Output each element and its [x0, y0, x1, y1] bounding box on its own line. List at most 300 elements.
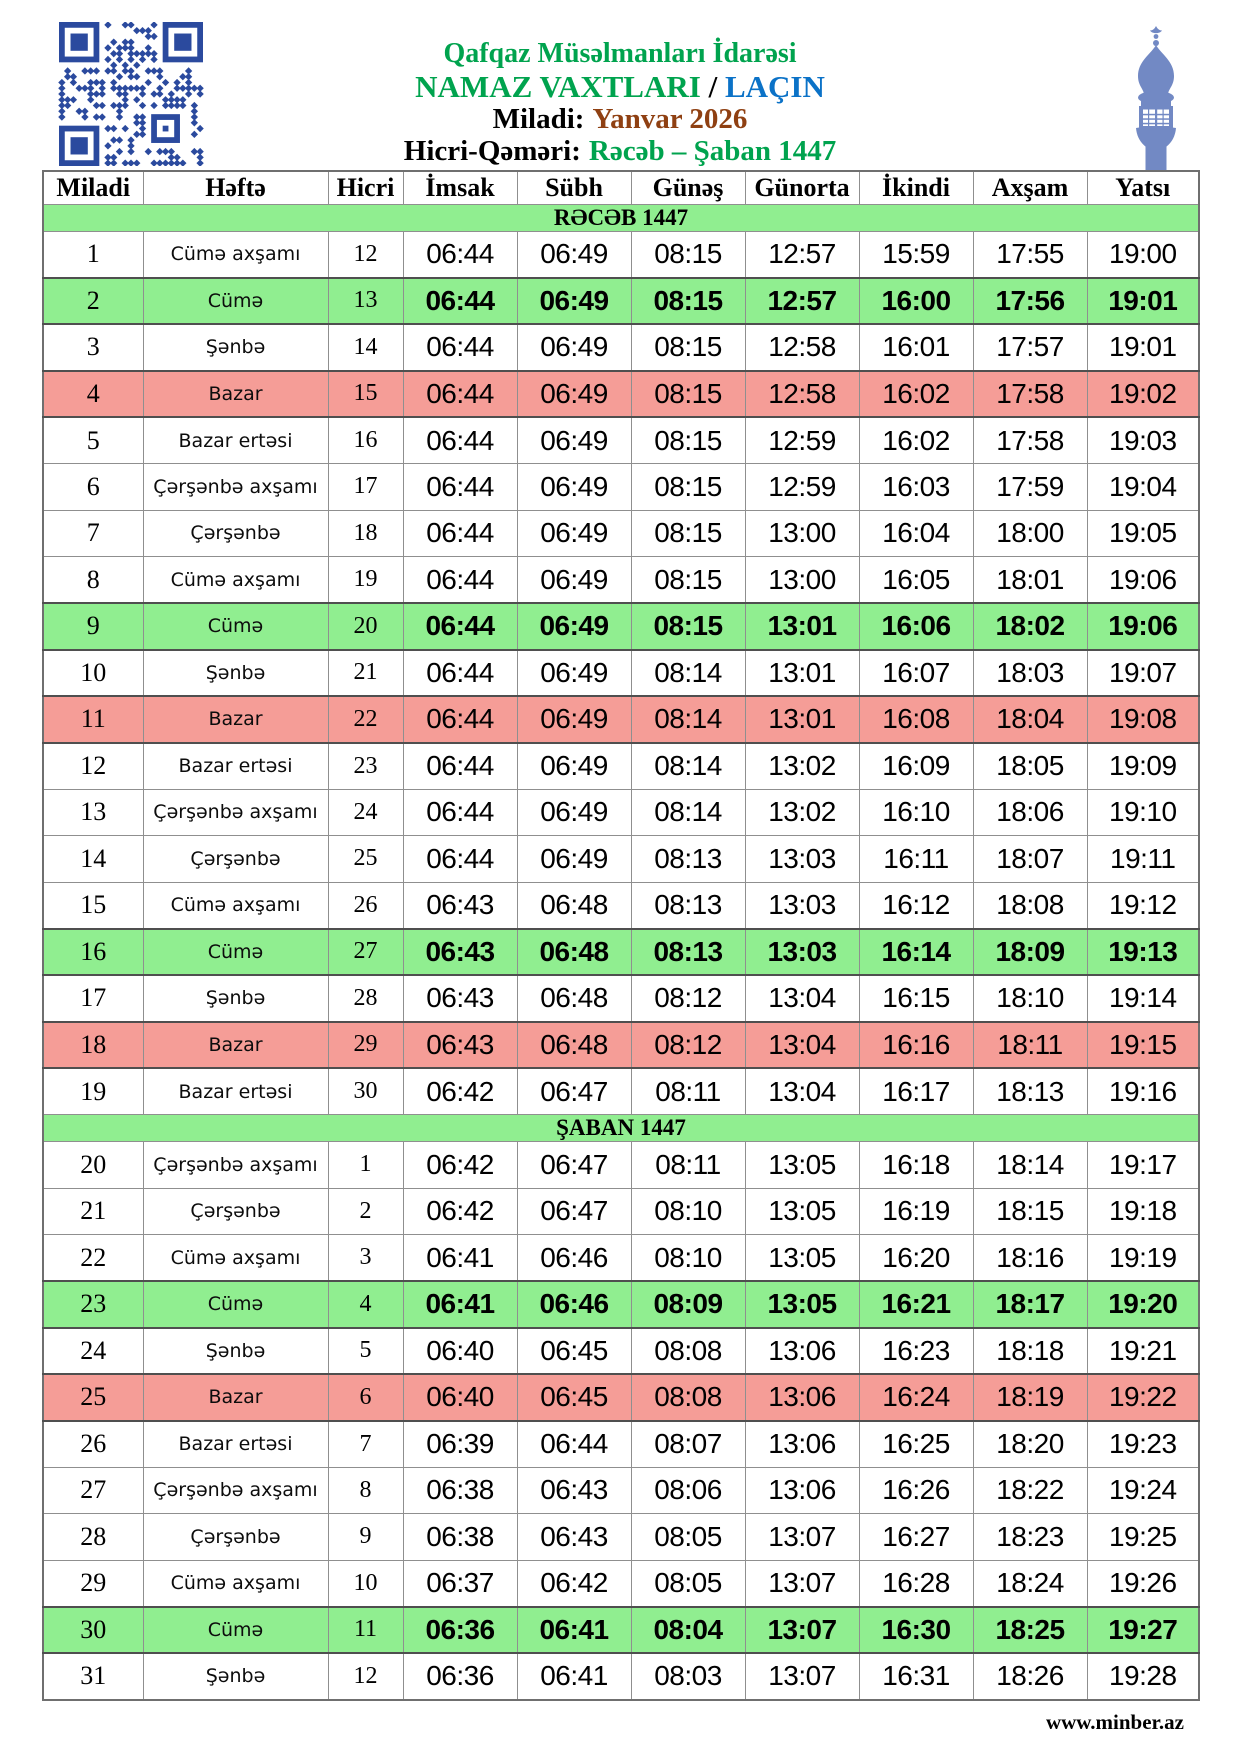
axsam-cell: 18:08	[973, 882, 1087, 929]
subh-cell: 06:49	[517, 510, 631, 557]
hicri-cell: 27	[328, 929, 403, 976]
weekday-cell: Cümə	[143, 1607, 328, 1654]
weekday-cell: Cümə axşamı	[143, 882, 328, 929]
miladi-cell: 2	[43, 278, 143, 325]
weekday-cell: Bazar	[143, 371, 328, 418]
yatsi-cell: 19:18	[1087, 1188, 1199, 1235]
ikindi-cell: 16:12	[859, 882, 973, 929]
ikindi-cell: 16:01	[859, 324, 973, 371]
ikindi-cell: 16:14	[859, 929, 973, 976]
ikindi-cell: 16:06	[859, 603, 973, 650]
yatsi-cell: 19:06	[1087, 557, 1199, 604]
hicri-cell: 25	[328, 836, 403, 883]
gunes-cell: 08:08	[631, 1374, 745, 1421]
gunes-cell: 08:14	[631, 696, 745, 743]
weekday-cell: Şənbə	[143, 975, 328, 1022]
subh-cell: 06:49	[517, 324, 631, 371]
gunes-cell: 08:11	[631, 1142, 745, 1189]
ikindi-cell: 16:24	[859, 1374, 973, 1421]
ikindi-cell: 16:10	[859, 789, 973, 836]
gunorta-cell: 13:05	[745, 1235, 859, 1282]
yatsi-cell: 19:11	[1087, 836, 1199, 883]
qr-code-icon	[56, 22, 206, 166]
gunes-cell: 08:14	[631, 789, 745, 836]
ikindi-cell: 16:20	[859, 1235, 973, 1282]
imsak-cell: 06:44	[403, 324, 517, 371]
ikindi-cell: 15:59	[859, 231, 973, 278]
yatsi-cell: 19:27	[1087, 1607, 1199, 1654]
weekday-cell: Çərşənbə	[143, 1188, 328, 1235]
gunorta-cell: 13:01	[745, 650, 859, 697]
day-row	[43, 1281, 1199, 1328]
gunes-cell: 08:15	[631, 278, 745, 325]
hicri-cell: 5	[328, 1328, 403, 1375]
axsam-cell: 18:17	[973, 1281, 1087, 1328]
yatsi-cell: 19:01	[1087, 278, 1199, 325]
weekday-cell: Cümə axşamı	[143, 231, 328, 278]
ikindi-cell: 16:15	[859, 975, 973, 1022]
gunes-cell: 08:14	[631, 650, 745, 697]
gunes-cell: 08:13	[631, 882, 745, 929]
imsak-cell: 06:36	[403, 1653, 517, 1700]
weekday-cell: Cümə axşamı	[143, 557, 328, 604]
gunorta-cell: 13:03	[745, 929, 859, 976]
hicri-cell: 8	[328, 1467, 403, 1514]
yatsi-cell: 19:14	[1087, 975, 1199, 1022]
yatsi-cell: 19:16	[1087, 1068, 1199, 1115]
website-text: www.minber.az	[1045, 1710, 1184, 1734]
axsam-cell: 18:22	[973, 1467, 1087, 1514]
gunorta-cell: 13:01	[745, 696, 859, 743]
axsam-cell: 17:58	[973, 371, 1087, 418]
doc-title-main: NAMAZ VAXTLARI	[415, 69, 701, 104]
hicri-line	[220, 135, 1020, 168]
gunorta-cell: 13:05	[745, 1188, 859, 1235]
subh-cell: 06:49	[517, 464, 631, 511]
gunes-cell: 08:03	[631, 1653, 745, 1700]
ikindi-cell: 16:25	[859, 1421, 973, 1468]
miladi-value: Yanvar 2026	[592, 103, 748, 135]
subh-cell: 06:46	[517, 1235, 631, 1282]
axsam-cell: 18:14	[973, 1142, 1087, 1189]
hicri-cell: 12	[328, 1653, 403, 1700]
col-header-gunorta: Günorta	[745, 171, 859, 204]
subh-cell: 06:48	[517, 975, 631, 1022]
hicri-cell: 13	[328, 278, 403, 325]
day-row	[43, 371, 1199, 418]
imsak-cell: 06:44	[403, 696, 517, 743]
day-row	[43, 1142, 1199, 1189]
subh-cell: 06:49	[517, 371, 631, 418]
gunorta-cell: 12:58	[745, 324, 859, 371]
imsak-cell: 06:38	[403, 1514, 517, 1561]
hicri-value: Rəcəb – Şaban 1447	[588, 135, 837, 167]
subh-cell: 06:49	[517, 836, 631, 883]
month-section-row	[43, 204, 1199, 231]
gunorta-cell: 12:57	[745, 231, 859, 278]
hicri-cell: 12	[328, 231, 403, 278]
col-header-miladi: Miladi	[43, 171, 143, 204]
axsam-cell: 18:00	[973, 510, 1087, 557]
hicri-label: Hicri-Qəməri:	[403, 135, 581, 167]
day-row	[43, 836, 1199, 883]
ikindi-cell: 16:16	[859, 1022, 973, 1069]
hicri-cell: 21	[328, 650, 403, 697]
col-header-gunes: Günəş	[631, 171, 745, 204]
miladi-cell: 17	[43, 975, 143, 1022]
yatsi-cell: 19:15	[1087, 1022, 1199, 1069]
ikindi-cell: 16:27	[859, 1514, 973, 1561]
weekday-cell: Bazar	[143, 1022, 328, 1069]
imsak-cell: 06:44	[403, 231, 517, 278]
subh-cell: 06:44	[517, 1421, 631, 1468]
imsak-cell: 06:44	[403, 743, 517, 790]
miladi-cell: 1	[43, 231, 143, 278]
gunorta-cell: 13:06	[745, 1328, 859, 1375]
day-row	[43, 1188, 1199, 1235]
imsak-cell: 06:36	[403, 1607, 517, 1654]
hicri-cell: 30	[328, 1068, 403, 1115]
weekday-cell: Çərşənbə axşamı	[143, 1467, 328, 1514]
col-header-axsam: Axşam	[973, 171, 1087, 204]
axsam-cell: 18:25	[973, 1607, 1087, 1654]
col-header-ikindi: İkindi	[859, 171, 973, 204]
imsak-cell: 06:42	[403, 1142, 517, 1189]
miladi-cell: 26	[43, 1421, 143, 1468]
ikindi-cell: 16:05	[859, 557, 973, 604]
miladi-cell: 24	[43, 1328, 143, 1375]
subh-cell: 06:49	[517, 743, 631, 790]
weekday-cell: Şənbə	[143, 324, 328, 371]
day-row	[43, 1421, 1199, 1468]
imsak-cell: 06:43	[403, 1022, 517, 1069]
miladi-cell: 9	[43, 603, 143, 650]
day-row	[43, 882, 1199, 929]
yatsi-cell: 19:06	[1087, 603, 1199, 650]
ikindi-cell: 16:07	[859, 650, 973, 697]
imsak-cell: 06:41	[403, 1235, 517, 1282]
yatsi-cell: 19:21	[1087, 1328, 1199, 1375]
ikindi-cell: 16:30	[859, 1607, 973, 1654]
weekday-cell: Çərşənbə	[143, 836, 328, 883]
hicri-cell: 11	[328, 1607, 403, 1654]
ikindi-cell: 16:04	[859, 510, 973, 557]
hicri-cell: 15	[328, 371, 403, 418]
axsam-cell: 18:26	[973, 1653, 1087, 1700]
hicri-cell: 20	[328, 603, 403, 650]
hicri-cell: 18	[328, 510, 403, 557]
subh-cell: 06:46	[517, 1281, 631, 1328]
hicri-cell: 14	[328, 324, 403, 371]
imsak-cell: 06:43	[403, 929, 517, 976]
yatsi-cell: 19:12	[1087, 882, 1199, 929]
subh-cell: 06:43	[517, 1467, 631, 1514]
miladi-cell: 29	[43, 1560, 143, 1607]
subh-cell: 06:47	[517, 1142, 631, 1189]
gunorta-cell: 13:05	[745, 1281, 859, 1328]
miladi-cell: 20	[43, 1142, 143, 1189]
imsak-cell: 06:40	[403, 1328, 517, 1375]
weekday-cell: Cümə	[143, 278, 328, 325]
ikindi-cell: 16:09	[859, 743, 973, 790]
gunorta-cell: 13:04	[745, 1022, 859, 1069]
subh-cell: 06:45	[517, 1328, 631, 1375]
miladi-cell: 31	[43, 1653, 143, 1700]
imsak-cell: 06:41	[403, 1281, 517, 1328]
day-row	[43, 1235, 1199, 1282]
axsam-cell: 18:05	[973, 743, 1087, 790]
subh-cell: 06:49	[517, 789, 631, 836]
axsam-cell: 18:02	[973, 603, 1087, 650]
imsak-cell: 06:44	[403, 464, 517, 511]
day-row	[43, 1467, 1199, 1514]
miladi-cell: 30	[43, 1607, 143, 1654]
ikindi-cell: 16:02	[859, 417, 973, 464]
day-row	[43, 278, 1199, 325]
miladi-cell: 11	[43, 696, 143, 743]
col-header-hefte: Həftə	[143, 171, 328, 204]
subh-cell: 06:41	[517, 1607, 631, 1654]
ikindi-cell: 16:23	[859, 1328, 973, 1375]
miladi-cell: 8	[43, 557, 143, 604]
ikindi-cell: 16:18	[859, 1142, 973, 1189]
weekday-cell: Cümə axşamı	[143, 1560, 328, 1607]
gunorta-cell: 13:07	[745, 1560, 859, 1607]
hicri-cell: 17	[328, 464, 403, 511]
doc-title	[220, 70, 1020, 103]
miladi-cell: 19	[43, 1068, 143, 1115]
subh-cell: 06:49	[517, 696, 631, 743]
subh-cell: 06:49	[517, 557, 631, 604]
subh-cell: 06:49	[517, 603, 631, 650]
yatsi-cell: 19:26	[1087, 1560, 1199, 1607]
yatsi-cell: 19:19	[1087, 1235, 1199, 1282]
weekday-cell: Bazar	[143, 1374, 328, 1421]
axsam-cell: 17:57	[973, 324, 1087, 371]
gunorta-cell: 13:06	[745, 1374, 859, 1421]
day-row	[43, 1653, 1199, 1700]
weekday-cell: Bazar ertəsi	[143, 743, 328, 790]
gunorta-cell: 13:03	[745, 882, 859, 929]
ikindi-cell: 16:00	[859, 278, 973, 325]
miladi-cell: 6	[43, 464, 143, 511]
axsam-cell: 17:59	[973, 464, 1087, 511]
ikindi-cell: 16:03	[859, 464, 973, 511]
imsak-cell: 06:43	[403, 882, 517, 929]
hicri-cell: 6	[328, 1374, 403, 1421]
day-row	[43, 1514, 1199, 1561]
yatsi-cell: 19:04	[1087, 464, 1199, 511]
day-row	[43, 650, 1199, 697]
miladi-cell: 27	[43, 1467, 143, 1514]
hicri-cell: 29	[328, 1022, 403, 1069]
gunorta-cell: 12:58	[745, 371, 859, 418]
hicri-cell: 23	[328, 743, 403, 790]
gunorta-cell: 12:59	[745, 417, 859, 464]
hicri-cell: 1	[328, 1142, 403, 1189]
gunes-cell: 08:07	[631, 1421, 745, 1468]
subh-cell: 06:48	[517, 929, 631, 976]
gunorta-cell: 13:07	[745, 1653, 859, 1700]
gunorta-cell: 13:02	[745, 789, 859, 836]
subh-cell: 06:48	[517, 882, 631, 929]
hicri-cell: 9	[328, 1514, 403, 1561]
gunes-cell: 08:10	[631, 1235, 745, 1282]
weekday-cell: Çərşənbə	[143, 510, 328, 557]
weekday-cell: Bazar ertəsi	[143, 1068, 328, 1115]
hicri-cell: 24	[328, 789, 403, 836]
day-row	[43, 510, 1199, 557]
gunes-cell: 08:08	[631, 1328, 745, 1375]
weekday-cell: Şənbə	[143, 1653, 328, 1700]
imsak-cell: 06:44	[403, 417, 517, 464]
weekday-cell: Çərşənbə	[143, 1514, 328, 1561]
gunorta-cell: 13:00	[745, 557, 859, 604]
imsak-cell: 06:44	[403, 836, 517, 883]
day-row	[43, 557, 1199, 604]
day-row	[43, 324, 1199, 371]
axsam-cell: 18:16	[973, 1235, 1087, 1282]
day-row	[43, 1328, 1199, 1375]
ikindi-cell: 16:31	[859, 1653, 973, 1700]
miladi-cell: 18	[43, 1022, 143, 1069]
axsam-cell: 18:07	[973, 836, 1087, 883]
gunes-cell: 08:10	[631, 1188, 745, 1235]
gunorta-cell: 13:01	[745, 603, 859, 650]
gunorta-cell: 13:06	[745, 1467, 859, 1514]
gunorta-cell: 13:02	[745, 743, 859, 790]
gunorta-cell: 13:07	[745, 1514, 859, 1561]
org-title: Qafqaz Müsəlmanları İdarəsi	[443, 38, 797, 69]
subh-cell: 06:47	[517, 1188, 631, 1235]
imsak-cell: 06:44	[403, 510, 517, 557]
miladi-cell: 12	[43, 743, 143, 790]
imsak-cell: 06:37	[403, 1560, 517, 1607]
miladi-cell: 13	[43, 789, 143, 836]
ikindi-cell: 16:17	[859, 1068, 973, 1115]
axsam-cell: 17:58	[973, 417, 1087, 464]
ikindi-cell: 16:19	[859, 1188, 973, 1235]
yatsi-cell: 19:28	[1087, 1653, 1199, 1700]
col-header-subh: Sübh	[517, 171, 631, 204]
miladi-cell: 3	[43, 324, 143, 371]
gunorta-cell: 12:57	[745, 278, 859, 325]
prayer-times-table	[42, 170, 1200, 1701]
gunes-cell: 08:04	[631, 1607, 745, 1654]
axsam-cell: 18:24	[973, 1560, 1087, 1607]
axsam-cell: 18:11	[973, 1022, 1087, 1069]
day-row	[43, 603, 1199, 650]
axsam-cell: 18:13	[973, 1068, 1087, 1115]
gunorta-cell: 12:59	[745, 464, 859, 511]
yatsi-cell: 19:13	[1087, 929, 1199, 976]
month-section-title: ŞABAN 1447	[43, 1115, 1199, 1142]
gunes-cell: 08:15	[631, 603, 745, 650]
gunes-cell: 08:12	[631, 1022, 745, 1069]
ikindi-cell: 16:11	[859, 836, 973, 883]
axsam-cell: 18:20	[973, 1421, 1087, 1468]
subh-cell: 06:48	[517, 1022, 631, 1069]
imsak-cell: 06:42	[403, 1068, 517, 1115]
weekday-cell: Cümə	[143, 603, 328, 650]
title-separator: /	[700, 69, 725, 104]
axsam-cell: 18:19	[973, 1374, 1087, 1421]
axsam-cell: 18:06	[973, 789, 1087, 836]
gunes-cell: 08:15	[631, 371, 745, 418]
miladi-cell: 5	[43, 417, 143, 464]
yatsi-cell: 19:25	[1087, 1514, 1199, 1561]
gunes-cell: 08:13	[631, 929, 745, 976]
axsam-cell: 18:03	[973, 650, 1087, 697]
weekday-cell: Şənbə	[143, 1328, 328, 1375]
yatsi-cell: 19:01	[1087, 324, 1199, 371]
imsak-cell: 06:39	[403, 1421, 517, 1468]
gunes-cell: 08:15	[631, 464, 745, 511]
weekday-cell: Bazar ertəsi	[143, 1421, 328, 1468]
hicri-cell: 26	[328, 882, 403, 929]
yatsi-cell: 19:07	[1087, 650, 1199, 697]
axsam-cell: 17:56	[973, 278, 1087, 325]
miladi-cell: 7	[43, 510, 143, 557]
gunes-cell: 08:05	[631, 1560, 745, 1607]
miladi-cell: 15	[43, 882, 143, 929]
gunes-cell: 08:13	[631, 836, 745, 883]
gunes-cell: 08:11	[631, 1068, 745, 1115]
day-row	[43, 1068, 1199, 1115]
gunorta-cell: 13:04	[745, 975, 859, 1022]
imsak-cell: 06:38	[403, 1467, 517, 1514]
hicri-cell: 28	[328, 975, 403, 1022]
col-header-yatsi: Yatsı	[1087, 171, 1199, 204]
weekday-cell: Cümə	[143, 1281, 328, 1328]
day-row	[43, 1560, 1199, 1607]
hicri-cell: 4	[328, 1281, 403, 1328]
axsam-cell: 18:04	[973, 696, 1087, 743]
gunorta-cell: 13:04	[745, 1068, 859, 1115]
day-row	[43, 464, 1199, 511]
gunes-cell: 08:12	[631, 975, 745, 1022]
yatsi-cell: 19:05	[1087, 510, 1199, 557]
yatsi-cell: 19:24	[1087, 1467, 1199, 1514]
axsam-cell: 18:23	[973, 1514, 1087, 1561]
subh-cell: 06:41	[517, 1653, 631, 1700]
gunes-cell: 08:05	[631, 1514, 745, 1561]
subh-cell: 06:49	[517, 231, 631, 278]
imsak-cell: 06:44	[403, 603, 517, 650]
imsak-cell: 06:40	[403, 1374, 517, 1421]
axsam-cell: 18:10	[973, 975, 1087, 1022]
header	[220, 38, 1020, 168]
hicri-cell: 22	[328, 696, 403, 743]
subh-cell: 06:42	[517, 1560, 631, 1607]
imsak-cell: 06:43	[403, 975, 517, 1022]
weekday-cell: Bazar	[143, 696, 328, 743]
imsak-cell: 06:42	[403, 1188, 517, 1235]
imsak-cell: 06:44	[403, 650, 517, 697]
day-row	[43, 1374, 1199, 1421]
month-section-title: RƏCƏB 1447	[43, 204, 1199, 231]
imsak-cell: 06:44	[403, 278, 517, 325]
subh-cell: 06:43	[517, 1514, 631, 1561]
subh-cell: 06:49	[517, 650, 631, 697]
yatsi-cell: 19:23	[1087, 1421, 1199, 1468]
weekday-cell: Bazar ertəsi	[143, 417, 328, 464]
subh-cell: 06:49	[517, 278, 631, 325]
axsam-cell: 18:15	[973, 1188, 1087, 1235]
gunorta-cell: 13:00	[745, 510, 859, 557]
city-name: LAÇIN	[724, 69, 825, 104]
yatsi-cell: 19:22	[1087, 1374, 1199, 1421]
